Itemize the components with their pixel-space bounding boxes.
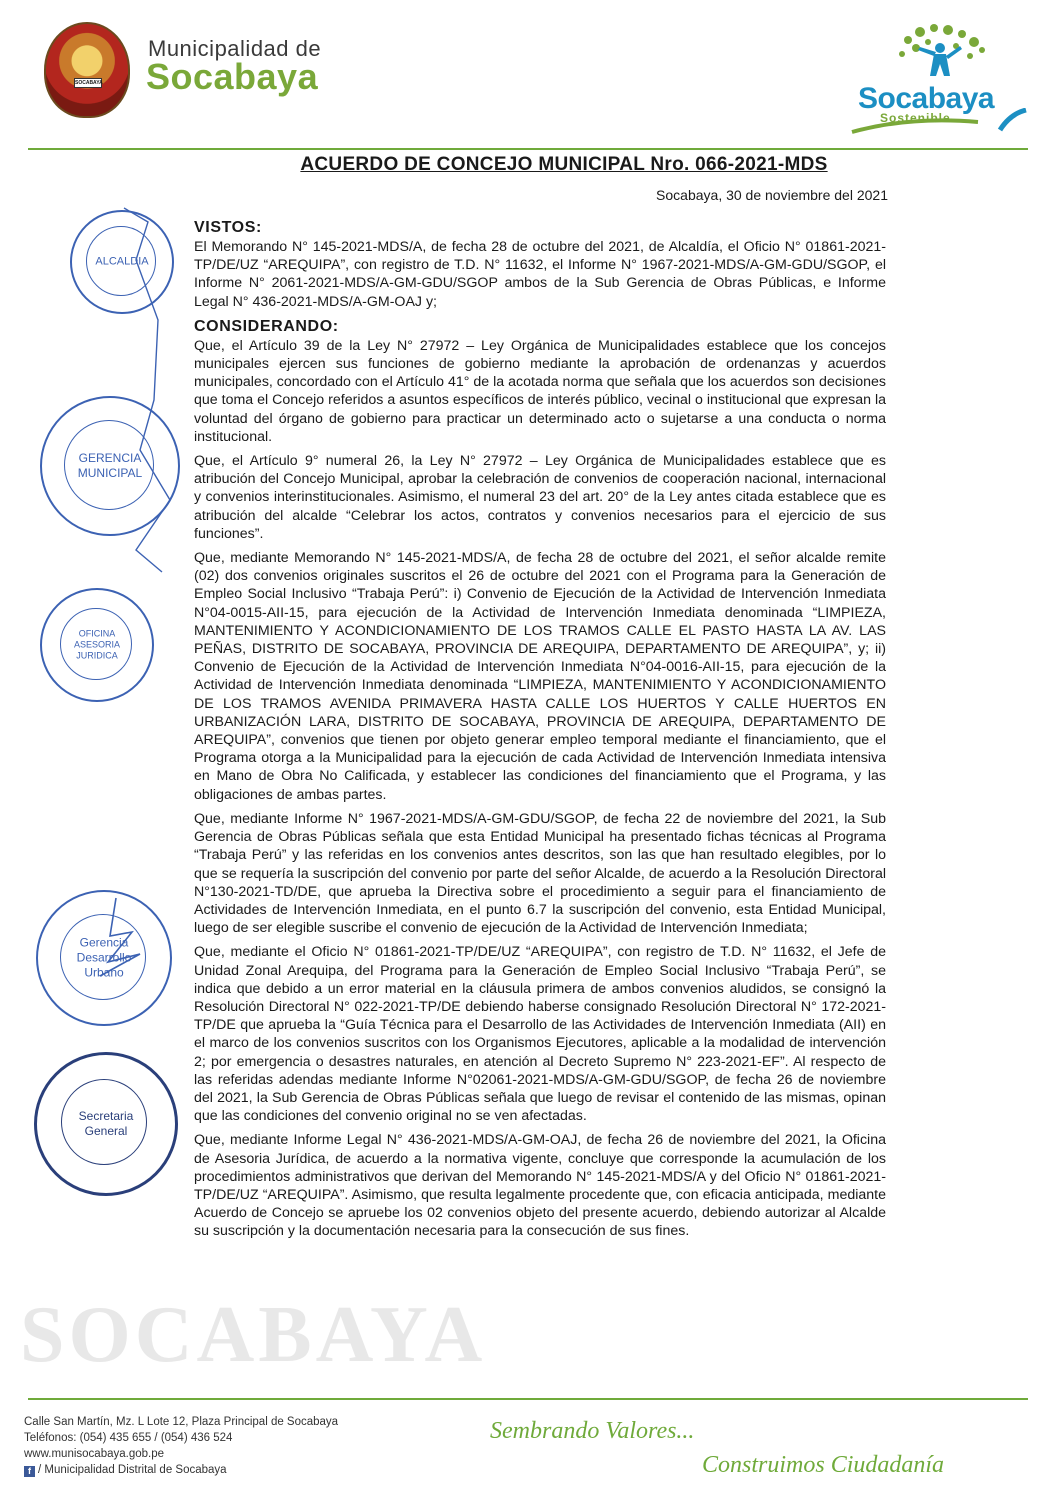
brand-swoosh [850, 108, 1030, 138]
stamp-text: OFICINA ASESORIA JURIDICA [73, 628, 121, 661]
municipality-prefix: Municipalidad de [148, 36, 322, 61]
document-title-row [0, 154, 1058, 176]
vistos-text: El Memorando N° 145-2021-MDS/A, de fecha 28 de octubre del 2021, de Alcaldía, el Oficio N° 01861-2021-TP/DE/UZ “AREQUIPA”, con registro de T.D. N° 11632, el Informe N° 1967-2021-MDS/A-GM-GDU/SGOP, el Informe N° 2061-2021-MDS/A-GM-GDU/SGOP ambos de la Sub Gerencia de Obras Públicas, e Informe Legal N° 436-2021-MDS/A-GM-OAJ y; [194, 239, 886, 310]
considerando-paragraph: Que, el Artículo 39 de la Ley N° 27972 – Ley Orgánica de Municipalidades establece que los concejos municipales ejercen sus funciones de gobierno mediante la aprobación de ordenanzas y acuerdos municipales, concordado con el Artículo 41° de la acotada norma que señala que los acuerdos son decisiones que toma el Concejo referidos a asuntos específicos de interés público, vecinal o institucional que expresan la voluntad del órgano de gobierno para practicar un determinado acto o sujetarse a una conducta o norma institucional. [194, 337, 886, 445]
footer-facebook[interactable]: f / Municipalidad Distrital de Socabaya [24, 1462, 338, 1478]
vistos-heading: VISTOS: [194, 219, 262, 236]
socabaya-watermark: SOCABAYA [20, 1291, 487, 1379]
considerando-paragraph: Que, mediante Informe Legal N° 436-2021-MDS/A-GM-OAJ, de fecha 26 de noviembre del 2021, la Oficina de Asesoria Jurídica, de acuerdo a la normativa vigente, concluye que corresponde la acumulación de los procedimientos administrativos que derivan del Memorando N° 145-2021-MDS/A y del Oficio N° 01861-2021-TP/DE/UZ “AREQUIPA”. Asimismo, que resulta legalmente procedente que, con eficacia anticipada, mediante Acuerdo de Concejo se apruebe los 02 convenios objeto del presente acuerdo, debiendo autorizar al Alcalde su suscripción y la documentación necesaria para la consecución de sus fines. [194, 1132, 886, 1240]
considerando-paragraph: Que, mediante Informe N° 1967-2021-MDS/A-GM-GDU/SGOP, de fecha 22 de noviembre del 2021, la Sub Gerencia de Obras Públicas señala que esta Entidad Municipal ha presentado fichas técnicas al Programa “Trabaja Perú” y las referidas en los convenios antes descritos, son las que han resultado elegibles, por lo que se requería la suscripción del convenio por parte del señor Alcalde, de acuerdo a la Resolución Directoral N°130-2021-TD/DE, que aprueba la Directiva sobre el procedimiento a seguir para el financiamiento de Actividades de Intervención Inmediata, en el punto 6.7 la suscripción del convenio, esta Entidad Municipal, luego de ser elegible suscribe el convenio de ejecución de la Actividad de Intervención Inmediata; [194, 810, 886, 937]
document-body [194, 218, 886, 1247]
municipal-crest-logo [44, 22, 130, 118]
footer-slogan-1: Sembrando Valores... [490, 1418, 695, 1444]
sostenible-tree-logo [888, 20, 998, 90]
gerencia-municipal-stamp [40, 396, 180, 536]
document-title: ACUERDO DE CONCEJO MUNICIPAL Nro. 066-2021-MDS [300, 154, 828, 175]
brand-title: Socabaya [858, 82, 995, 115]
considerando-paragraph: Que, mediante Memorando N° 145-2021-MDS/A, de fecha 28 de octubre del 2021, el señor alcalde remite (02) dos convenios originales suscritos el 26 de octubre del 2021 con el Programa para la Generación de Empleo Social Inclusivo “Trabaja Perú”: i) Convenio de Ejecución de la Actividad de Intervención Inmediata N°04-0015-AII-15, para ejecución de la Actividad de Intervención Inmediata denominada “LIMPIEZA, MANTENIMIENTO Y ACONDICIONAMIENTO DE LOS TRAMOS CALLE EL PASTO HASTA LA AV. LAS PEÑAS, DISTRITO DE SOCABAYA, PROVINCIA DE AREQUIPA, DEPARTAMENTO DE AREQUIPA”, y; ii) Convenio de Ejecución de la Actividad de Intervención Inmediata N°04-0016-AII-15, para ejecución de la Actividad de Intervención Inmediata denominada “LIMPIEZA, MANTENIMIENTO Y ACONDICIONAMIENTO DE LOS TRAMOS AVENIDA PRIMAVERA HASTA CALLE LOS HUERTOS Y CALLE HUERTOS EN URBANIZACIÓN LARA, DISTRITO DE SOCABAYA, PROVINCIA DE AREQUIPA, DEPARTAMENTO DE AREQUIPA”, convenios que tienen por objeto generar empleo temporal mediante el financiamiento, que el Programa otorga a la Municipalidad para la ejecución de cada Actividad de Intervención Inmediata intensiva en Mano de Obra No Calificada, y establecer las condiciones del financiamiento que el Programa, y las obligaciones de ambas partes. [194, 550, 886, 803]
municipality-name: Socabaya [146, 56, 319, 97]
document-date: Socabaya, 30 de noviembre del 2021 [656, 187, 888, 203]
considerando-heading: CONSIDERANDO: [194, 317, 339, 335]
footer-website[interactable]: www.munisocabaya.gob.pe [24, 1448, 164, 1460]
footer-address: Calle San Martín, Mz. L Lote 12, Plaza Principal de Socabaya [24, 1416, 339, 1428]
secretaria-general-stamp [34, 1052, 178, 1196]
header-divider [28, 148, 1028, 150]
crest-label: SOCABAYA [75, 80, 103, 86]
footer-divider [28, 1398, 1028, 1400]
stamp-text: ALCALDIA [95, 255, 149, 268]
stamp-text: GERENCIA MUNICIPAL [77, 451, 143, 480]
footer-contact [24, 1414, 338, 1478]
footer-slogan-2: Construimos Ciudadanía [702, 1452, 945, 1478]
brand-subtitle: Sostenible [880, 111, 951, 125]
footer-phones: Teléfonos: (054) 435 655 / (054) 436 524 [24, 1432, 233, 1444]
facebook-icon: f [24, 1466, 35, 1477]
considerando-paragraph: Que, mediante el Oficio N° 01861-2021-TP/DE/UZ “AREQUIPA”, con registro de T.D. N° 11632, el Jefe de Unidad Zonal Arequipa, del Programa para la Generación de Empleo Social Inclusivo “Trabaja Perú”, se indica que debido a un error material en la cláusula primera de ambos convenios aludidos, se consignó la Resolución Directoral N° 022-2021-TP/DE debiendo haberse consignado Resolución Directoral N° 172-2021-TP/DE que aprueba la “Guía Técnica para el Desarrollo de las Actividades de Intervención Inmediata (AII) en el marco de los convenios suscritos con los Organismos Ejecutores, aplicable a la modalidad de intervención 2; por emergencia o desastres naturales, en atención al Decreto Supremo N° 223-2021-EF”. Al respecto de las referidas adendas mediante Informe N°02061-2021-MDS/A-GM-GDU/SGOP, de fecha 26 de noviembre del 2021, la Sub Gerencia de Obras Públicas señala que luego de revisar el contenido de las mismas, opinan que las condiciones del convenio original no se ven afectadas. [194, 944, 886, 1125]
asesoria-juridica-stamp [40, 588, 154, 702]
stamp-text: Secretaria General [78, 1109, 134, 1138]
stamp-text: Gerencia Desarrollo Urbano [76, 935, 132, 980]
handwritten-signature-2 [70, 892, 170, 982]
considerando-paragraph: Que, el Artículo 9° numeral 26, la Ley N° 27972 – Ley Orgánica de Municipalidades establece que es atribución del Concejo Municipal, aprobar la celebración de convenios de cooperación nacional, internacional y convenios interinstitucionales. Asimismo, el numeral 23 del art. 20° de la Ley antes citada establece que es atribución del alcalde “Celebrar los actos, contratos y convenios necesarios para el ejercicio de sus funciones”. [194, 453, 886, 542]
